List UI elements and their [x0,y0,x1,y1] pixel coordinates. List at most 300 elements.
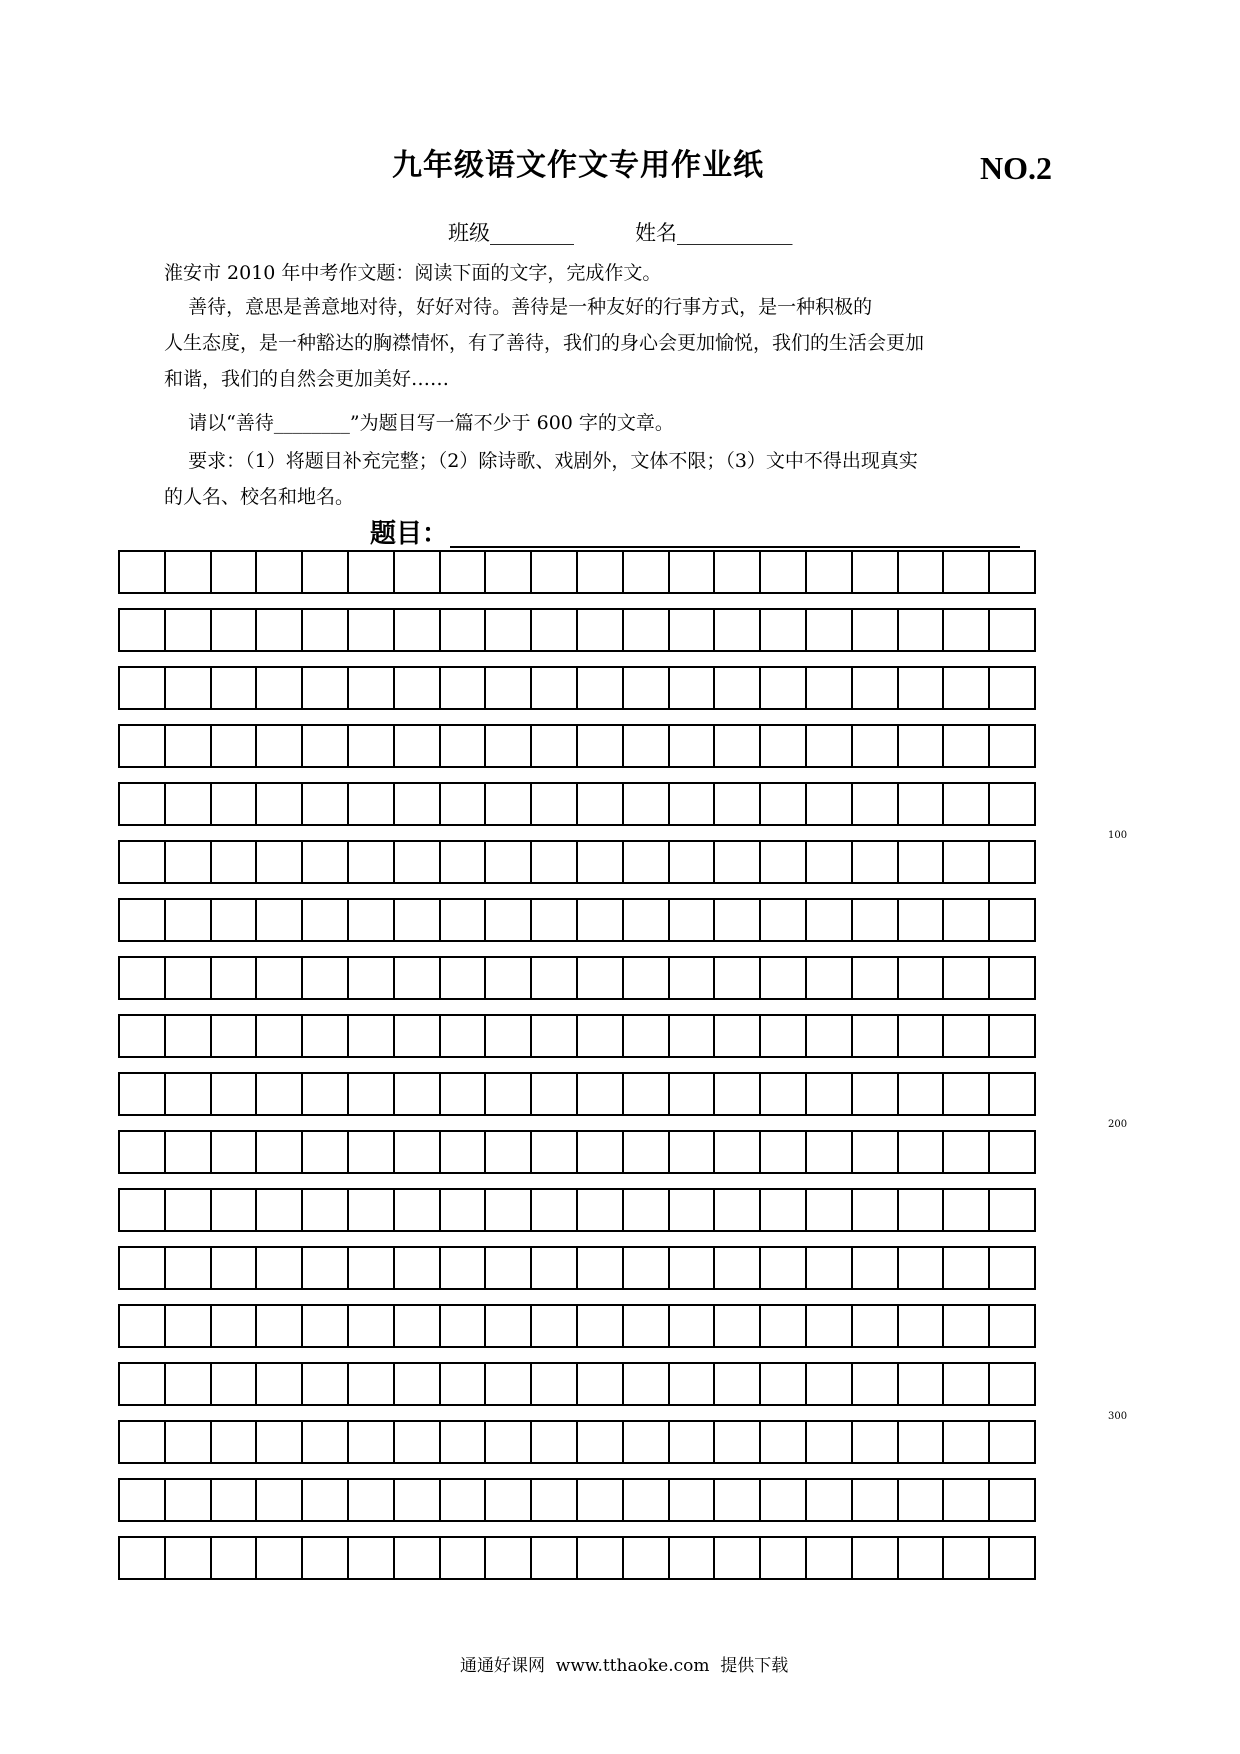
grid-cell[interactable] [670,784,716,824]
grid-cell[interactable] [944,1480,990,1520]
grid-cell[interactable] [120,610,166,650]
grid-cell[interactable] [944,1016,990,1056]
grid-cell[interactable] [441,958,487,998]
grid-cell[interactable] [715,610,761,650]
grid-cell[interactable] [670,1016,716,1056]
grid-cell[interactable] [395,1480,441,1520]
grid-cell[interactable] [990,1364,1036,1404]
grid-cell[interactable] [990,1248,1036,1288]
grid-cell[interactable] [761,842,807,882]
grid-cell[interactable] [990,610,1036,650]
grid-cell[interactable] [212,1132,258,1172]
grid-cell[interactable] [715,900,761,940]
grid-cell[interactable] [761,900,807,940]
grid-cell[interactable] [486,1306,532,1346]
grid-cell[interactable] [166,1248,212,1288]
grid-cell[interactable] [715,1306,761,1346]
grid-cell[interactable] [715,668,761,708]
grid-cell[interactable] [853,610,899,650]
grid-cell[interactable] [395,726,441,766]
grid-cell[interactable] [212,1190,258,1230]
grid-cell[interactable] [212,1538,258,1578]
grid-cell[interactable] [349,1248,395,1288]
grid-cell[interactable] [441,1538,487,1578]
grid-cell[interactable] [578,668,624,708]
grid-cell[interactable] [212,784,258,824]
grid-cell[interactable] [944,1190,990,1230]
grid-cell[interactable] [212,1248,258,1288]
grid-cell[interactable] [853,668,899,708]
grid-cell[interactable] [303,1248,349,1288]
grid-cell[interactable] [441,726,487,766]
grid-cell[interactable] [212,958,258,998]
grid-cell[interactable] [944,784,990,824]
grid-cell[interactable] [578,1364,624,1404]
grid-cell[interactable] [212,1364,258,1404]
grid-cell[interactable] [212,842,258,882]
grid-cell[interactable] [899,1248,945,1288]
grid-cell[interactable] [395,1422,441,1462]
grid-cell[interactable] [532,1306,578,1346]
grid-cell[interactable] [486,1364,532,1404]
grid-cell[interactable] [624,1248,670,1288]
grid-cell[interactable] [486,842,532,882]
grid-cell[interactable] [578,958,624,998]
grid-cell[interactable] [899,1364,945,1404]
grid-cell[interactable] [395,1538,441,1578]
grid-cell[interactable] [761,958,807,998]
grid-cell[interactable] [990,900,1036,940]
grid-cell[interactable] [578,1016,624,1056]
grid-cell[interactable] [944,1132,990,1172]
grid-cell[interactable] [166,1190,212,1230]
grid-cell[interactable] [349,958,395,998]
grid-cell[interactable] [944,1306,990,1346]
grid-cell[interactable] [899,726,945,766]
grid-cell[interactable] [807,900,853,940]
grid-cell[interactable] [395,1132,441,1172]
grid-cell[interactable] [303,958,349,998]
grid-cell[interactable] [349,784,395,824]
grid-cell[interactable] [944,610,990,650]
grid-cell[interactable] [944,668,990,708]
grid-cell[interactable] [990,1306,1036,1346]
grid-cell[interactable] [944,1248,990,1288]
grid-cell[interactable] [120,1306,166,1346]
grid-cell[interactable] [853,842,899,882]
grid-cell[interactable] [670,1364,716,1404]
grid-cell[interactable] [578,1422,624,1462]
grid-cell[interactable] [853,1538,899,1578]
grid-cell[interactable] [395,1016,441,1056]
grid-cell[interactable] [257,552,303,592]
grid-cell[interactable] [441,1248,487,1288]
grid-cell[interactable] [990,1016,1036,1056]
grid-cell[interactable] [761,1364,807,1404]
grid-cell[interactable] [899,1132,945,1172]
grid-cell[interactable] [303,1306,349,1346]
grid-cell[interactable] [395,1364,441,1404]
grid-cell[interactable] [120,1132,166,1172]
grid-cell[interactable] [166,958,212,998]
grid-cell[interactable] [853,1074,899,1114]
grid-cell[interactable] [990,1074,1036,1114]
grid-cell[interactable] [807,726,853,766]
grid-cell[interactable] [349,1480,395,1520]
grid-cell[interactable] [807,842,853,882]
grid-cell[interactable] [532,552,578,592]
grid-cell[interactable] [303,668,349,708]
grid-cell[interactable] [853,552,899,592]
grid-cell[interactable] [807,1074,853,1114]
grid-cell[interactable] [349,1364,395,1404]
grid-cell[interactable] [899,1538,945,1578]
grid-cell[interactable] [532,842,578,882]
grid-cell[interactable] [670,1248,716,1288]
grid-cell[interactable] [349,842,395,882]
grid-cell[interactable] [807,1248,853,1288]
grid-cell[interactable] [349,1190,395,1230]
grid-cell[interactable] [853,1248,899,1288]
grid-cell[interactable] [486,668,532,708]
grid-cell[interactable] [303,1364,349,1404]
grid-cell[interactable] [944,1364,990,1404]
grid-cell[interactable] [395,958,441,998]
grid-cell[interactable] [441,1422,487,1462]
grid-cell[interactable] [761,1422,807,1462]
grid-cell[interactable] [120,842,166,882]
grid-cell[interactable] [486,958,532,998]
grid-cell[interactable] [670,1480,716,1520]
grid-cell[interactable] [166,1074,212,1114]
grid-cell[interactable] [624,1364,670,1404]
grid-cell[interactable] [624,1190,670,1230]
grid-cell[interactable] [990,726,1036,766]
grid-cell[interactable] [807,610,853,650]
grid-cell[interactable] [578,1306,624,1346]
grid-cell[interactable] [578,1248,624,1288]
grid-cell[interactable] [899,958,945,998]
grid-cell[interactable] [990,1480,1036,1520]
grid-cell[interactable] [120,1538,166,1578]
grid-cell[interactable] [761,1132,807,1172]
grid-cell[interactable] [853,1422,899,1462]
grid-cell[interactable] [715,784,761,824]
grid-cell[interactable] [670,1538,716,1578]
grid-cell[interactable] [349,610,395,650]
grid-cell[interactable] [990,1538,1036,1578]
grid-cell[interactable] [715,842,761,882]
grid-cell[interactable] [624,1422,670,1462]
grid-cell[interactable] [303,552,349,592]
grid-cell[interactable] [807,958,853,998]
grid-cell[interactable] [349,1306,395,1346]
grid-cell[interactable] [532,1248,578,1288]
grid-cell[interactable] [715,1538,761,1578]
grid-cell[interactable] [166,1306,212,1346]
grid-cell[interactable] [486,610,532,650]
grid-cell[interactable] [670,1190,716,1230]
grid-cell[interactable] [303,784,349,824]
grid-cell[interactable] [807,1364,853,1404]
grid-cell[interactable] [120,958,166,998]
grid-cell[interactable] [899,610,945,650]
grid-cell[interactable] [212,1480,258,1520]
grid-cell[interactable] [807,552,853,592]
grid-cell[interactable] [120,1480,166,1520]
grid-cell[interactable] [761,1074,807,1114]
grid-cell[interactable] [303,1422,349,1462]
grid-cell[interactable] [899,1016,945,1056]
grid-cell[interactable] [212,1422,258,1462]
grid-cell[interactable] [624,552,670,592]
grid-cell[interactable] [257,958,303,998]
grid-cell[interactable] [166,1364,212,1404]
grid-cell[interactable] [257,1190,303,1230]
grid-cell[interactable] [395,1248,441,1288]
grid-cell[interactable] [166,1422,212,1462]
grid-cell[interactable] [944,1538,990,1578]
grid-cell[interactable] [532,1074,578,1114]
grid-cell[interactable] [486,1016,532,1056]
grid-cell[interactable] [257,1132,303,1172]
grid-cell[interactable] [395,784,441,824]
grid-cell[interactable] [715,1248,761,1288]
grid-cell[interactable] [303,610,349,650]
grid-cell[interactable] [532,1016,578,1056]
grid-cell[interactable] [166,1016,212,1056]
grid-cell[interactable] [303,1016,349,1056]
grid-cell[interactable] [624,1480,670,1520]
grid-cell[interactable] [441,1364,487,1404]
grid-cell[interactable] [715,1422,761,1462]
grid-cell[interactable] [578,610,624,650]
grid-cell[interactable] [349,552,395,592]
grid-cell[interactable] [715,1190,761,1230]
grid-cell[interactable] [441,668,487,708]
grid-cell[interactable] [624,958,670,998]
grid-cell[interactable] [166,842,212,882]
grid-cell[interactable] [761,610,807,650]
grid-cell[interactable] [441,1132,487,1172]
grid-cell[interactable] [349,1422,395,1462]
grid-cell[interactable] [624,1016,670,1056]
grid-cell[interactable] [212,1074,258,1114]
grid-cell[interactable] [670,842,716,882]
grid-cell[interactable] [990,1190,1036,1230]
grid-cell[interactable] [532,726,578,766]
grid-cell[interactable] [990,668,1036,708]
grid-cell[interactable] [120,1364,166,1404]
grid-cell[interactable] [303,1538,349,1578]
grid-cell[interactable] [624,726,670,766]
grid-cell[interactable] [715,1016,761,1056]
grid-cell[interactable] [349,900,395,940]
grid-cell[interactable] [532,1422,578,1462]
grid-cell[interactable] [212,1306,258,1346]
grid-cell[interactable] [624,610,670,650]
grid-cell[interactable] [486,1074,532,1114]
grid-cell[interactable] [486,726,532,766]
grid-cell[interactable] [395,1190,441,1230]
grid-cell[interactable] [807,1132,853,1172]
grid-cell[interactable] [807,1538,853,1578]
grid-cell[interactable] [853,1016,899,1056]
grid-cell[interactable] [899,842,945,882]
grid-cell[interactable] [990,552,1036,592]
grid-cell[interactable] [670,610,716,650]
grid-cell[interactable] [257,1306,303,1346]
grid-cell[interactable] [166,1132,212,1172]
grid-cell[interactable] [486,1422,532,1462]
grid-cell[interactable] [166,1480,212,1520]
grid-cell[interactable] [303,1190,349,1230]
grid-cell[interactable] [257,1364,303,1404]
grid-cell[interactable] [395,900,441,940]
grid-cell[interactable] [120,668,166,708]
grid-cell[interactable] [120,552,166,592]
grid-cell[interactable] [257,610,303,650]
grid-cell[interactable] [532,900,578,940]
grid-cell[interactable] [212,552,258,592]
grid-cell[interactable] [349,726,395,766]
grid-cell[interactable] [303,842,349,882]
grid-cell[interactable] [761,552,807,592]
grid-cell[interactable] [349,1132,395,1172]
grid-cell[interactable] [670,1074,716,1114]
grid-cell[interactable] [212,1016,258,1056]
grid-cell[interactable] [990,958,1036,998]
grid-cell[interactable] [257,842,303,882]
grid-cell[interactable] [441,1074,487,1114]
grid-cell[interactable] [944,726,990,766]
grid-cell[interactable] [349,1538,395,1578]
grid-cell[interactable] [486,552,532,592]
grid-cell[interactable] [257,784,303,824]
grid-cell[interactable] [670,958,716,998]
grid-cell[interactable] [395,668,441,708]
grid-cell[interactable] [578,784,624,824]
grid-cell[interactable] [761,1480,807,1520]
grid-cell[interactable] [715,726,761,766]
grid-cell[interactable] [441,552,487,592]
grid-cell[interactable] [807,1190,853,1230]
grid-cell[interactable] [166,726,212,766]
grid-cell[interactable] [715,1132,761,1172]
grid-cell[interactable] [761,1248,807,1288]
grid-cell[interactable] [120,1248,166,1288]
grid-cell[interactable] [853,1364,899,1404]
grid-cell[interactable] [715,958,761,998]
grid-cell[interactable] [303,1480,349,1520]
grid-cell[interactable] [761,1016,807,1056]
grid-cell[interactable] [120,784,166,824]
grid-cell[interactable] [761,1190,807,1230]
grid-cell[interactable] [486,1132,532,1172]
grid-cell[interactable] [578,1480,624,1520]
grid-cell[interactable] [532,784,578,824]
grid-cell[interactable] [441,842,487,882]
grid-cell[interactable] [944,958,990,998]
grid-cell[interactable] [624,668,670,708]
grid-cell[interactable] [532,610,578,650]
grid-cell[interactable] [761,668,807,708]
grid-cell[interactable] [257,1538,303,1578]
grid-cell[interactable] [670,1132,716,1172]
grid-cell[interactable] [257,1016,303,1056]
grid-cell[interactable] [807,1480,853,1520]
grid-cell[interactable] [853,1480,899,1520]
grid-cell[interactable] [944,900,990,940]
grid-cell[interactable] [670,668,716,708]
grid-cell[interactable] [899,552,945,592]
grid-cell[interactable] [624,900,670,940]
grid-cell[interactable] [166,668,212,708]
grid-cell[interactable] [670,1306,716,1346]
grid-cell[interactable] [944,552,990,592]
grid-cell[interactable] [212,900,258,940]
grid-cell[interactable] [395,610,441,650]
grid-cell[interactable] [807,1016,853,1056]
grid-cell[interactable] [212,668,258,708]
grid-cell[interactable] [120,1016,166,1056]
grid-cell[interactable] [853,1132,899,1172]
grid-cell[interactable] [899,784,945,824]
grid-cell[interactable] [578,552,624,592]
grid-cell[interactable] [120,1074,166,1114]
grid-cell[interactable] [807,668,853,708]
grid-cell[interactable] [395,552,441,592]
grid-cell[interactable] [349,1074,395,1114]
grid-cell[interactable] [899,1074,945,1114]
grid-cell[interactable] [532,1132,578,1172]
grid-cell[interactable] [578,1538,624,1578]
grid-cell[interactable] [212,610,258,650]
grid-cell[interactable] [257,1074,303,1114]
grid-cell[interactable] [624,1306,670,1346]
grid-cell[interactable] [303,726,349,766]
grid-cell[interactable] [899,1306,945,1346]
grid-cell[interactable] [395,1074,441,1114]
grid-cell[interactable] [990,784,1036,824]
grid-cell[interactable] [395,1306,441,1346]
grid-cell[interactable] [853,900,899,940]
grid-cell[interactable] [166,1538,212,1578]
grid-cell[interactable] [257,726,303,766]
grid-cell[interactable] [807,1306,853,1346]
grid-cell[interactable] [715,1074,761,1114]
grid-cell[interactable] [578,900,624,940]
grid-cell[interactable] [578,726,624,766]
grid-cell[interactable] [624,842,670,882]
grid-cell[interactable] [166,784,212,824]
grid-cell[interactable] [761,726,807,766]
grid-cell[interactable] [532,1538,578,1578]
grid-cell[interactable] [532,1190,578,1230]
grid-cell[interactable] [624,784,670,824]
grid-cell[interactable] [899,668,945,708]
grid-cell[interactable] [441,1190,487,1230]
grid-cell[interactable] [899,900,945,940]
grid-cell[interactable] [166,900,212,940]
grid-cell[interactable] [257,1248,303,1288]
grid-cell[interactable] [624,1538,670,1578]
grid-cell[interactable] [853,1190,899,1230]
grid-cell[interactable] [532,1364,578,1404]
grid-cell[interactable] [761,1538,807,1578]
grid-cell[interactable] [532,1480,578,1520]
grid-cell[interactable] [578,842,624,882]
